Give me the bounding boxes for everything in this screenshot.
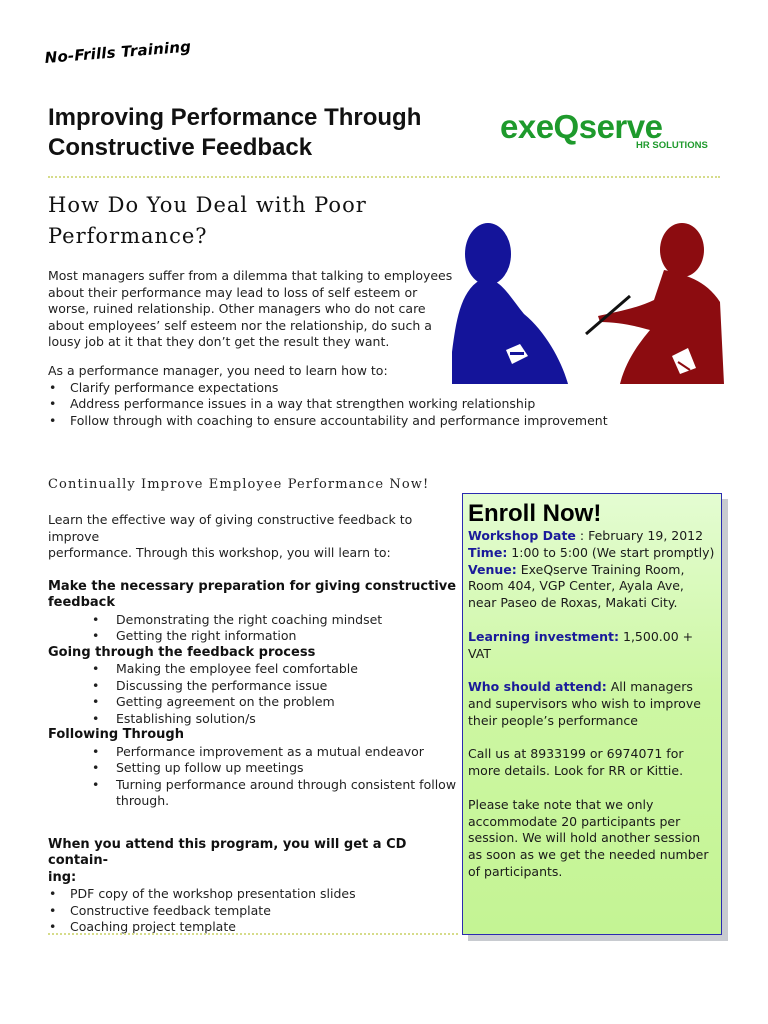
- who-should-attend: [468, 679, 716, 729]
- section-title: Make the necessary preparation for giving constructive: [48, 578, 457, 594]
- workshop-intro-line: Learn the effective way of giving constructive feedback to improve: [48, 512, 413, 544]
- cd-title: When you attend this program, you will get a CD contain-: [48, 836, 407, 868]
- workshop-content: [48, 512, 458, 936]
- investment-label: Learning investment:: [468, 628, 620, 644]
- list-item: • Turning performance around through consistent follow through.: [48, 777, 458, 810]
- list-item: • Setting up follow up meetings: [48, 760, 458, 777]
- list-item: • Getting the right information: [48, 628, 458, 645]
- intro-paragraph: [48, 268, 458, 351]
- time-value: 1:00 to 5:00 (We start promptly): [507, 544, 715, 560]
- workshop-date: [468, 528, 716, 545]
- employee-figure: [586, 223, 724, 384]
- section-title: Going through the feedback process: [48, 644, 316, 660]
- investment-value: 1,500.00 + VAT: [468, 628, 694, 661]
- section-heading: [48, 190, 468, 252]
- list-item: • Constructive feedback template: [48, 903, 458, 920]
- title-line-1: Improving Performance Through: [48, 104, 422, 131]
- coaching-illustration: [450, 222, 726, 386]
- exeqserve-logo: [496, 104, 724, 162]
- heading-line-1: How Do You Deal with Poor: [48, 193, 367, 217]
- workshop-venue: [468, 562, 716, 612]
- attend-value: All managers and supervisors who wish to improve their people’s performance: [468, 679, 701, 728]
- capacity-note: Please take note that we only accommodate 20 participants per session. We will hold another session as soon as we get the needed number of participants.: [468, 796, 709, 879]
- list-item: • Coaching project template: [48, 919, 458, 936]
- intro-line: worse, ruined relationship. Other managers who do not care: [48, 301, 426, 316]
- venue-label: Venue:: [468, 561, 517, 577]
- list-item: • Discussing the performance issue: [48, 678, 458, 695]
- title-line-2: Constructive Feedback: [48, 134, 313, 161]
- attend-label: Who should attend:: [468, 679, 607, 695]
- intro-line: lousy job at it that they don’t get the result they want.: [48, 334, 390, 349]
- list-item: • Getting agreement on the problem: [48, 694, 458, 711]
- intro-line: Most managers suffer from a dilemma that talking to employees: [48, 268, 453, 283]
- cd-title: ing:: [48, 869, 77, 885]
- cd-list: [48, 886, 458, 936]
- enroll-box: [462, 493, 722, 935]
- tagline: No-Frills Training: [44, 37, 192, 67]
- date-value: : February 19, 2012: [575, 528, 704, 543]
- contact-info: Call us at 8933199 or 6974071 for more details. Look for RR or Kittie.: [468, 746, 684, 779]
- list-item: • Address performance issues in a way that strengthen working relationship: [48, 396, 728, 413]
- list-item: • Making the employee feel comfortable: [48, 661, 458, 678]
- list-item: • Demonstrating the right coaching mindset: [48, 612, 458, 629]
- learn-list: [48, 380, 728, 430]
- learn-lead: As a performance manager, you need to learn how to:: [48, 363, 388, 378]
- page-title: [48, 103, 478, 163]
- divider-top: [48, 176, 720, 178]
- enroll-heading: Enroll Now!: [468, 500, 602, 527]
- logo-subtitle: HR SOLUTIONS: [636, 140, 708, 151]
- section-list: [48, 612, 458, 645]
- divider-bottom: [48, 933, 458, 935]
- logo-wordmark: exeQserve: [500, 108, 663, 145]
- manager-figure: [452, 223, 568, 384]
- venue-value: ExeQserve Training Room, Room 404, VGP Center, Ayala Ave, near Paseo de Roxas, Makati City.: [468, 561, 685, 611]
- date-label: Workshop Date: [468, 528, 576, 543]
- list-item: • Follow through with coaching to ensure accountability and performance improvement: [48, 413, 728, 430]
- heading-line-2: Performance?: [48, 224, 208, 248]
- workshop-time: [468, 545, 716, 562]
- learning-investment: [468, 629, 716, 663]
- learn-list-block: [48, 363, 728, 429]
- intro-line: about employees’ self esteem nor the relationship, do such a: [48, 317, 432, 333]
- list-item: • Performance improvement as a mutual endeavor: [48, 744, 458, 761]
- section-title: feedback: [48, 595, 116, 610]
- section-list: [48, 744, 458, 810]
- intro-line: about their performance may lead to loss of self esteem or: [48, 284, 418, 300]
- list-item: • Clarify performance expectations: [48, 380, 728, 397]
- workshop-subheading: Continually Improve Employee Performance Now!: [48, 477, 430, 492]
- time-label: Time:: [468, 544, 508, 560]
- list-item: • Establishing solution/s: [48, 711, 458, 728]
- workshop-intro-line: performance. Through this workshop, you will learn to:: [48, 545, 391, 560]
- list-item: • PDF copy of the workshop presentation slides: [48, 886, 458, 903]
- section-list: [48, 661, 458, 727]
- section-title: Following Through: [48, 727, 184, 742]
